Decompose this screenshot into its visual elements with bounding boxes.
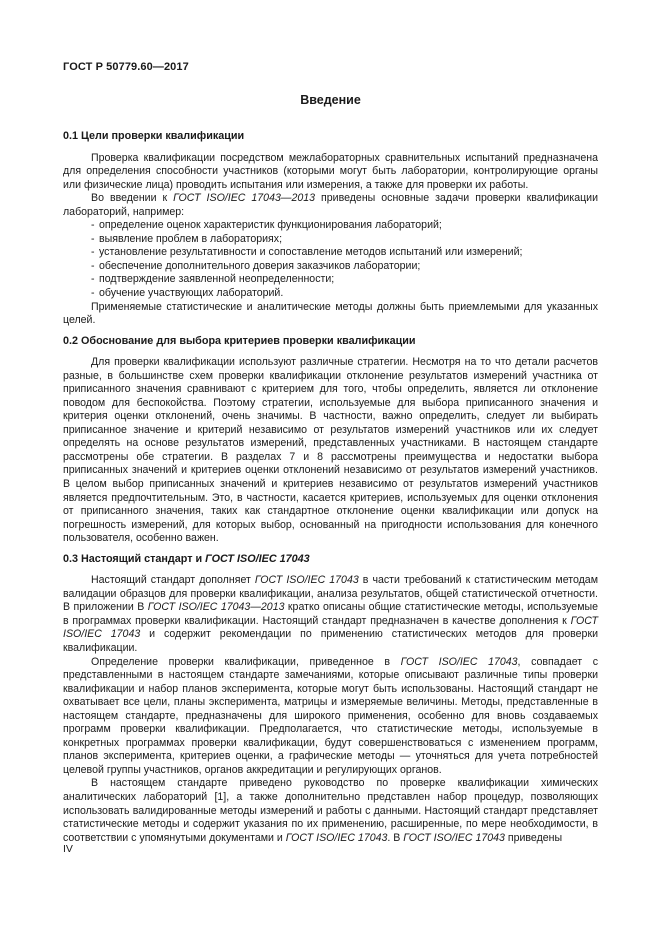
paragraph-text: и содержит рекомендации по применению статистических методов для проверки квалификации. [63,628,598,654]
section-heading: 0.2 Обоснование для выбора критериев проверки квалификации [63,334,416,347]
standard-reference: ГОСТ ISO/IEC 17043 [254,574,359,587]
list-item: - определение оценок характеристик функционирования лабораторий; [91,219,598,233]
document-header: ГОСТ Р 50779.60—2017 [63,61,189,73]
section-0-1 [63,130,598,328]
section-heading [63,553,598,567]
paragraph-text: в части требований к статистическим методам валидации образцов для проверки квалификации, анализа результатов, общей статистической отчетности. В приложении В [63,574,598,614]
standard-reference: ГОСТ ISO/IEC 17043 [285,831,388,844]
list-item: - установление результативности и сопоставление методов испытаний или измерений; [91,246,598,260]
list-item: - обучение участвующих лабораторий. [91,287,598,301]
list-item: - обеспечение дополнительного доверия заказчиков лаборатории; [91,260,598,274]
paragraph-text: Применяемые статистические и аналитические методы должны быть приемлемыми для указанных целей. [63,300,598,327]
paragraph [63,356,598,546]
heading-text: 0.3 Настоящий стандарт и [63,552,206,565]
standard-reference: ГОСТ ISO/IEC 17043 [63,614,598,641]
page-number: IV [63,843,73,855]
paragraph-text: . В [387,831,404,844]
standard-reference: ГОСТ ISO/IEC 17043—2013 [173,192,316,205]
paragraph-text: Во введении к [91,192,174,205]
paragraph [63,777,598,845]
standard-reference: ГОСТ ISO/IEC 17043 [205,552,310,565]
paragraph-text: В настоящем стандарте приведено руководство по проверке квалификации химических аналитических лабораторий [1], а также дополнительно представлен набор процедур, позволяющих использовать валидированные методы измерений и работы с данными. Настоящий стандарт представляет статистические методы и содержит указания по их применению, расширенные, по мере необходимости, в соответствии с упомянутыми документами и [63,777,598,844]
paragraph [63,152,598,193]
standard-reference: ГОСТ ISO/IEC 17043—2013 [147,601,285,614]
paragraph [63,301,598,328]
standard-reference: ГОСТ ISO/IEC 17043 [403,831,505,844]
paragraph [63,192,598,219]
paragraph-text: Определение проверки квалификации, приведенное в [91,655,401,668]
section-0-2 [63,335,598,546]
paragraph [63,656,598,778]
task-list [63,219,598,300]
section-heading: 0.1 Цели проверки квалификации [63,130,245,142]
section-title: Введение [300,93,361,107]
document-body [63,130,598,845]
list-item: - подтверждение заявленной неопределенности; [91,273,598,287]
paragraph-text: кратко описаны общие статистические методы, используемые в программах проверки квалификации. Настоящий стандарт предназначен в качестве дополнения к [63,601,598,627]
paragraph [63,574,598,655]
paragraph-text: Настоящий стандарт дополняет [91,574,255,587]
paragraph-text: приведены [504,831,563,844]
list-item: - выявление проблем в лабораториях; [91,233,598,247]
section-0-3 [63,553,598,845]
paragraph-text: Проверка квалификации посредством межлабораторных сравнительных испытаний предназначена для определения способности участников (которыми могут быть лаборатории, контролирующие органы или физические лица) проводить испытания или измерения, а также для проверки их работы. [63,151,598,191]
paragraph-text: Для проверки квалификации используют различные стратегии. Несмотря на то что детали расчетов разные, в большинстве схем проверки квалификации отклонение результатов измерений участника от приписанного значения сравнивают с критерием для того, чтобы определить, является ли отклонение поводом для беспокойства. Поэтому стратегии, используемые для выбора приписанного значения и критерия оценки отклонений, очень значимы. В частности, важно определить, следует ли выбирать приписанное значение и критерий независимо от результатов измерений участников или их следует определять на основе результатов измерений, представленных участниками. В настоящем стандарте рассмотрены обе стратегии. В разделах 7 и 8 рассмотрены преимущества и недостатки выбора приписанных значений и критериев оценки отклонений независимо от результатов измерений участников. В целом выбор приписанных значений и критериев независимо от результатов измерений участников является предпочтительным. Это, в частности, касается критериев, используемых для оценки отклонения от приписанного значения, таких как стандартное отклонение оценки квалификации или допуск на погрешность измерений, для которых выбор, основанный на пригодности использования для конечного пользователя, особенно важен. [63,356,598,545]
standard-reference: ГОСТ ISO/IEC 17043 [400,655,518,668]
paragraph-text: , совпадает с представленными в настоящем стандарте замечаниями, которые описывают различные типы проверки квалификации и набор планов эксперимента, которые могут быть использованы. Настоящий стандарт не охватывает все цели, планы эксперимента, матрицы и измеряемые величины. Методы, представленные в настоящем стандарте, предназначены для широкого применения, особенно для вновь создаваемых программ проверки квалификации. Предполагается, что статистические методы, используемые в конкретных программах проверки квалификации, будут совершенствоваться с изменением программ, планов эксперимента, критериев оценки, а графические методы — уточняться для учета потребностей целевой группы участников, органов аккредитации и регулирующих органов. [63,655,599,776]
paragraph-text: приведены основные задачи проверки квалификации лабораторий, например: [63,192,598,218]
